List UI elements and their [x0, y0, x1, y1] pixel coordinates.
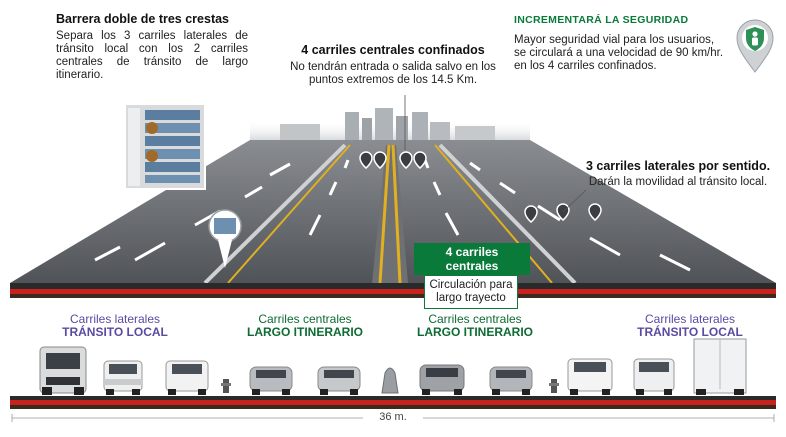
person-shield-icon [735, 18, 775, 74]
lane-label-center-right: Carriles centrales LARGO ITINERARIO [417, 312, 533, 339]
safety-text: Mayor seguridad vial para los usuarios, se circulará a una velocidad de 90 km/hr. en los 4 carriles confinados. [514, 34, 724, 72]
central-barrier [382, 368, 398, 393]
central-confined-title: 4 carriles centrales confinados [301, 43, 485, 57]
barrier-text: Separa los 3 carriles laterales de tránsito local con los 2 carriles centrales de tránsito de largo itinerario. [56, 30, 248, 81]
width-label: 36 m. [363, 411, 423, 423]
vehicle-car-4 [490, 367, 532, 395]
vehicle-box-truck [694, 339, 746, 395]
barrier-cutaway [125, 104, 205, 189]
lateral-title: 3 carriles laterales por sentido. [585, 159, 771, 173]
vehicle-truck-left [40, 347, 86, 395]
vehicle-suv-2 [634, 359, 674, 395]
central-box-text: Circulación para largo trayecto [424, 275, 518, 309]
central-box-title: 4 carriles centrales [414, 243, 530, 275]
lane-label-left-local: Carriles laterales TRÁNSITO LOCAL [62, 312, 168, 339]
vehicle-pickup-1 [166, 361, 208, 395]
safety-title: INCREMENTARÁ LA SEGURIDAD [514, 14, 689, 26]
vehicle-car-3 [420, 365, 464, 395]
lane-label-center-left: Carriles centrales LARGO ITINERARIO [247, 312, 363, 339]
road-base-red [10, 289, 776, 294]
vehicle-suv-1 [104, 361, 142, 395]
barrier-post-right [549, 379, 559, 393]
vehicle-pickup-2 [568, 359, 612, 395]
lane-label-right-local: Carriles laterales TRÁNSITO LOCAL [637, 312, 743, 339]
lateral-text: Darán la movilidad al tránsito local. [588, 176, 768, 188]
barrier-post-left [221, 379, 231, 393]
central-confined-text: No tendrán entrada o salida salvo en los puntos extremos de los 14.5 Km. [290, 61, 496, 86]
road-base-dark [10, 283, 776, 289]
barrier-title: Barrera doble de tres crestas [56, 12, 230, 26]
vehicle-car-2 [318, 367, 360, 395]
central-lanes-box [414, 243, 530, 309]
vehicle-car-1 [250, 367, 292, 395]
